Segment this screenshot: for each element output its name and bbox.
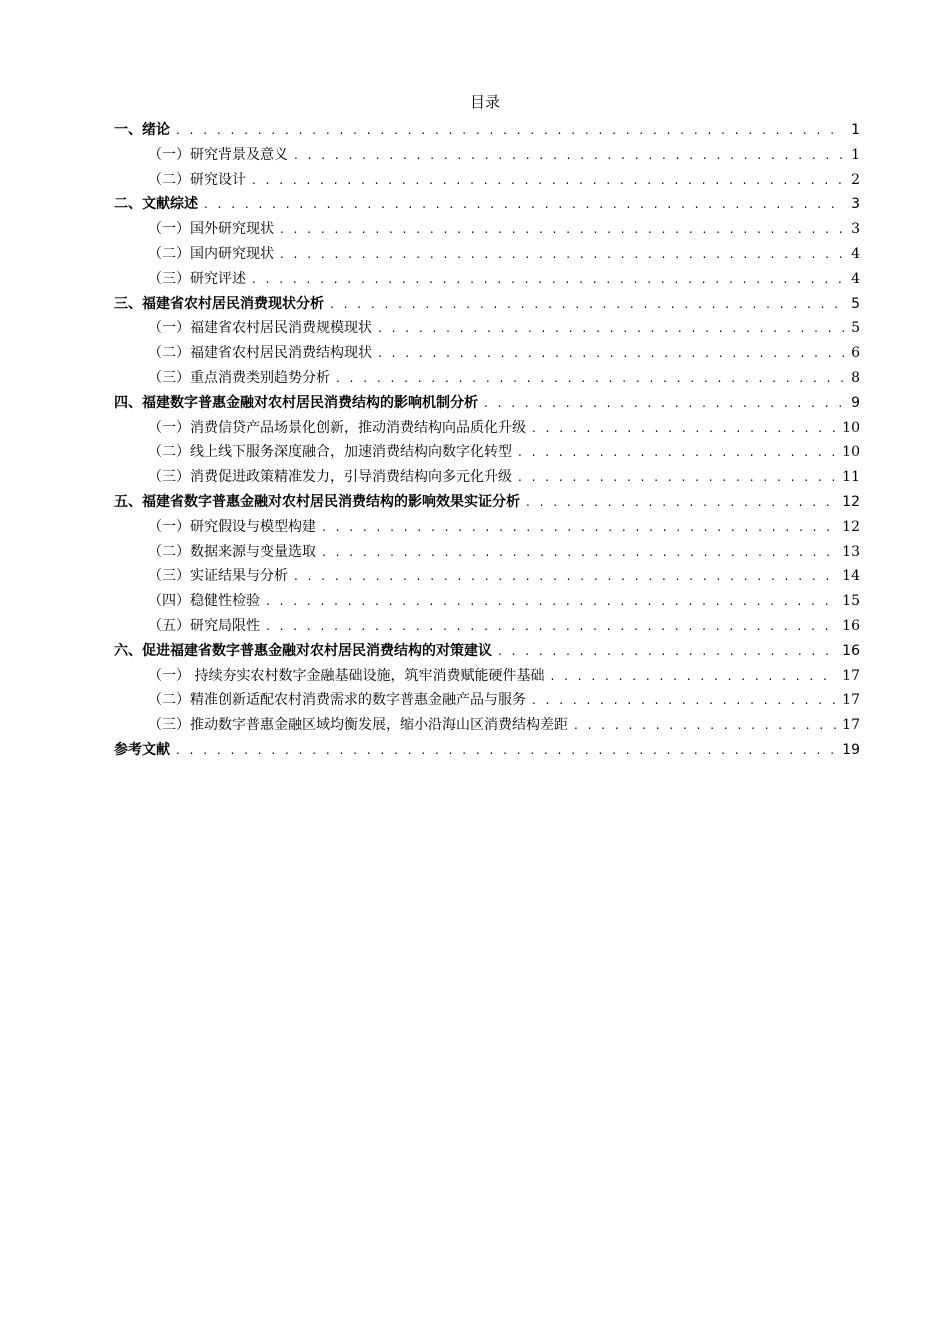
toc-page-number: 5	[851, 320, 860, 337]
toc-dot-leader	[294, 564, 836, 589]
toc-section-entry[interactable]	[114, 564, 860, 589]
toc-section-entry[interactable]	[114, 664, 860, 689]
toc-page-number: 17	[842, 692, 860, 709]
toc-section-entry[interactable]	[114, 143, 860, 168]
toc-entry-title: （二）研究设计	[148, 171, 246, 188]
toc-page-number: 16	[842, 617, 860, 634]
toc-dot-leader	[322, 515, 836, 540]
toc-title: 目录	[469, 93, 500, 111]
toc-page-number: 4	[851, 245, 860, 262]
toc-page-number: 3	[851, 221, 860, 238]
toc-dot-leader	[532, 688, 836, 713]
toc-dot-leader	[176, 738, 836, 763]
toc-entry-title: （二）国内研究现状	[148, 245, 274, 262]
toc-dot-leader	[498, 639, 836, 664]
toc-dot-leader	[518, 465, 836, 490]
toc-section-entry[interactable]	[114, 416, 860, 441]
toc-page-number: 10	[842, 419, 860, 436]
toc-section-entry[interactable]	[114, 316, 860, 341]
toc-entry-title: （一）国外研究现状	[148, 221, 274, 238]
toc-page-number: 1	[851, 146, 860, 163]
toc-page-number: 6	[851, 345, 860, 362]
toc-entry-title: （二）精准创新适配农村消费需求的数字普惠金融产品与服务	[148, 692, 526, 709]
toc-dot-leader	[550, 664, 836, 689]
toc-page-number: 8	[851, 369, 860, 386]
toc-page-number: 16	[842, 642, 860, 659]
toc-page-number: 10	[842, 444, 860, 461]
toc-entry-title: 参考文献	[114, 741, 170, 758]
toc-section-entry[interactable]	[114, 168, 860, 193]
toc-chapter-entry[interactable]	[114, 192, 860, 217]
toc-entry-title: （四）稳健性检验	[148, 593, 260, 610]
toc-entry-title: 三、福建省农村居民消费现状分析	[114, 295, 324, 312]
toc-entry-title: 五、福建省数字普惠金融对农村居民消费结构的影响效果实证分析	[114, 493, 520, 510]
toc-dot-leader	[294, 143, 844, 168]
toc-section-entry[interactable]	[114, 242, 860, 267]
toc-section-entry[interactable]	[114, 688, 860, 713]
toc-entry-title: （二）线上线下服务深度融合，加速消费结构向数字化转型	[148, 444, 512, 461]
toc-dot-leader	[378, 341, 844, 366]
toc-page-number: 17	[842, 717, 860, 734]
toc-page-number: 12	[842, 518, 860, 535]
toc-entry-title: （一）研究背景及意义	[148, 146, 288, 163]
toc-dot-leader	[336, 366, 844, 391]
toc-entry-title: （三）消费促进政策精准发力，引导消费结构向多元化升级	[148, 469, 512, 486]
toc-dot-leader	[574, 713, 836, 738]
toc-dot-leader	[176, 118, 844, 143]
toc-dot-leader	[484, 391, 844, 416]
toc-entry-title: （二）数据来源与变量选取	[148, 543, 316, 560]
toc-dot-leader	[266, 589, 836, 614]
toc-section-entry[interactable]	[114, 217, 860, 242]
toc-page-number: 2	[851, 171, 860, 188]
toc-page-number: 3	[851, 196, 860, 213]
toc-entry-title: （三）重点消费类别趋势分析	[148, 369, 330, 386]
toc-dot-leader	[252, 267, 844, 292]
toc-chapter-entry[interactable]	[114, 292, 860, 317]
toc-section-entry[interactable]	[114, 515, 860, 540]
toc-entry-title: （五）研究局限性	[148, 617, 260, 634]
toc-entry-title: （一）消费信贷产品场景化创新，推动消费结构向品质化升级	[148, 419, 526, 436]
toc-section-entry[interactable]	[114, 440, 860, 465]
toc-section-entry[interactable]	[114, 267, 860, 292]
toc-page-number: 14	[842, 568, 860, 585]
toc-section-entry[interactable]	[114, 341, 860, 366]
toc-entry-title: （二）福建省农村居民消费结构现状	[148, 345, 372, 362]
toc-page-number: 19	[842, 741, 860, 758]
toc-entry-title: （一）福建省农村居民消费规模现状	[148, 320, 372, 337]
toc-chapter-entry[interactable]	[114, 490, 860, 515]
toc-entry-title: （三）实证结果与分析	[148, 568, 288, 585]
toc-dot-leader	[526, 490, 836, 515]
toc-page-number: 5	[851, 295, 860, 312]
toc-page-number: 9	[851, 394, 860, 411]
toc-page-number: 12	[842, 493, 860, 510]
toc-entry-title: （三）研究评述	[148, 270, 246, 287]
toc-dot-leader	[518, 440, 836, 465]
toc-section-entry[interactable]	[114, 713, 860, 738]
table-of-contents	[114, 118, 860, 763]
toc-entry-title: （三）推动数字普惠金融区域均衡发展，缩小沿海山区消费结构差距	[148, 717, 568, 734]
toc-page-number: 4	[851, 270, 860, 287]
toc-section-entry[interactable]	[114, 614, 860, 639]
toc-entry-title: 一、绪论	[114, 122, 170, 138]
toc-page-number: 15	[842, 593, 860, 610]
toc-section-entry[interactable]	[114, 465, 860, 490]
toc-dot-leader	[330, 292, 844, 317]
toc-entry-title: 六、促进福建省数字普惠金融对农村居民消费结构的对策建议	[114, 642, 492, 659]
toc-page-number: 1	[851, 122, 860, 138]
toc-dot-leader	[266, 614, 836, 639]
toc-section-entry[interactable]	[114, 589, 860, 614]
toc-entry-title: （一）研究假设与模型构建	[148, 518, 316, 535]
toc-entry-title: （一） 持续夯实农村数字金融基础设施，筑牢消费赋能硬件基础	[148, 667, 545, 684]
toc-chapter-entry[interactable]	[114, 391, 860, 416]
toc-page-number: 11	[842, 469, 860, 486]
toc-page-number: 13	[842, 543, 860, 560]
toc-dot-leader	[322, 540, 836, 565]
toc-dot-leader	[280, 217, 844, 242]
toc-dot-leader	[378, 316, 844, 341]
toc-section-entry[interactable]	[114, 540, 860, 565]
toc-entry-title: 二、文献综述	[114, 196, 198, 213]
toc-entry-title: 四、福建数字普惠金融对农村居民消费结构的影响机制分析	[114, 394, 478, 411]
toc-chapter-entry[interactable]	[114, 639, 860, 664]
toc-page-number: 17	[842, 667, 860, 684]
toc-section-entry[interactable]	[114, 366, 860, 391]
toc-chapter-entry[interactable]	[114, 118, 860, 143]
toc-dot-leader	[532, 416, 836, 441]
toc-dot-leader	[252, 168, 844, 193]
toc-dot-leader	[204, 192, 844, 217]
toc-chapter-entry[interactable]	[114, 738, 860, 763]
toc-dot-leader	[280, 242, 844, 267]
